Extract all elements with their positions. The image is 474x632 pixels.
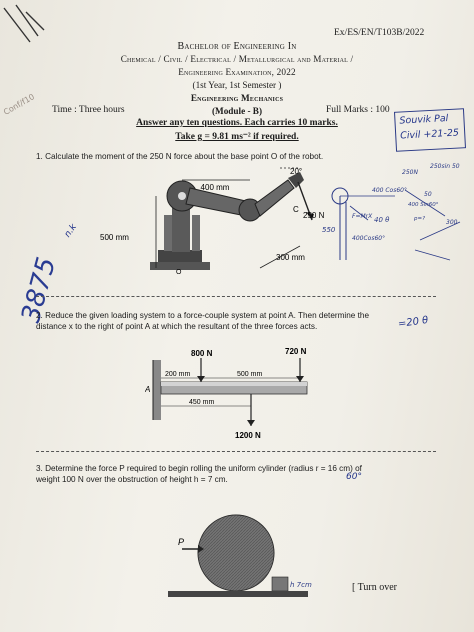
- angle-20deg: 20°: [290, 167, 303, 176]
- question-1-text: 1. Calculate the moment of the 250 N force about the base point O of the robot.: [36, 152, 324, 161]
- dim-500mm: 500 mm: [100, 233, 129, 242]
- margin-initials: n.k: [62, 222, 79, 240]
- force-1200n: 1200 N: [235, 431, 261, 440]
- gravity-note: Take g = 9.81 ms⁻² if required.: [175, 132, 299, 142]
- name-box: [394, 108, 466, 152]
- time-allowed: Time : Three hours: [52, 105, 125, 115]
- hw-note-250n: 250N: [402, 169, 418, 176]
- dim-200mm: 200 mm: [165, 371, 191, 378]
- question-2-line-2: distance x to the right of point A at which the resultant of the three forces acts.: [36, 322, 318, 331]
- hw-note-40theta: 40 θ: [374, 216, 390, 224]
- hw-note-p: 60°: [346, 472, 362, 482]
- year-semester: (1st Year, 1st Semester ): [192, 80, 282, 90]
- dim-500mm-beam: 500 mm: [237, 371, 263, 378]
- hw-note-250sin: 250sin 50: [430, 163, 460, 170]
- turn-over: [ Turn over: [352, 582, 398, 593]
- instruction: Answer any ten questions. Each carries 10 marks.: [136, 118, 338, 128]
- divider-1: [36, 296, 436, 297]
- force-800n: 800 N: [191, 349, 213, 358]
- paper-code: Ex/ES/EN/T103B/2022: [334, 28, 425, 38]
- full-marks: Full Marks : 100: [326, 105, 390, 115]
- exam-title: Engineering Examination, 2022: [178, 67, 296, 77]
- q1-handwritten-work: [310, 160, 470, 280]
- question-2-line-1: 2. Reduce the given loading system to a force-couple system at point A. Then determine the: [36, 311, 369, 320]
- margin-pencil-note: Conf/f10: [2, 92, 37, 117]
- streams: Chemical / Civil / Electrical / Metallurgical and Material /: [120, 54, 354, 64]
- question-3-line-2: weight 100 N over the obstruction of height h = 7 cm.: [36, 475, 228, 484]
- dim-400mm: 400 mm: [200, 183, 230, 192]
- student-roll: Civil +21-25: [399, 127, 460, 142]
- divider-2: [36, 451, 436, 452]
- hw-note-50: 50: [424, 191, 432, 198]
- dim-450mm: 450 mm: [189, 399, 215, 406]
- degree-title: Bachelor of Engineering In: [177, 41, 297, 52]
- hw-note-20theta: p=?: [414, 216, 426, 222]
- hw-note-550: 550: [322, 226, 336, 234]
- force-250n: 250 N: [303, 211, 325, 220]
- margin-number: 3875: [16, 254, 63, 326]
- point-o-label: O: [176, 269, 182, 276]
- dim-300mm: 300 mm: [276, 253, 305, 262]
- point-a-label: A: [145, 385, 151, 394]
- robot-diagram: [100, 160, 330, 280]
- height-h-label: h 7cm: [290, 581, 312, 589]
- force-p-label: P: [178, 537, 185, 547]
- point-c-label: C: [293, 205, 299, 214]
- cylinder-diagram: [168, 505, 318, 601]
- hw-note-400cos-b: 400Cos60°: [352, 235, 386, 242]
- hw-note-400sin: 400 Sin60°: [408, 202, 439, 208]
- question-3-line-1: 3. Determine the force P required to begin rolling the uniform cylinder (radius r = 16 cm) of: [36, 464, 362, 473]
- force-720n: 720 N: [285, 347, 307, 356]
- student-name: Souvik Pal: [399, 113, 449, 127]
- hw-note-300: 300: [446, 219, 458, 226]
- hw-note-400cos: 400 Cos60°: [372, 187, 407, 194]
- module-title: (Module - B): [211, 106, 262, 116]
- subject-title: Engineering Mechanics: [190, 93, 284, 103]
- hw-note-60deg: F=MrX: [352, 213, 373, 220]
- hw-note-fmrx: =20 θ: [397, 314, 430, 331]
- beam-diagram: [145, 340, 315, 450]
